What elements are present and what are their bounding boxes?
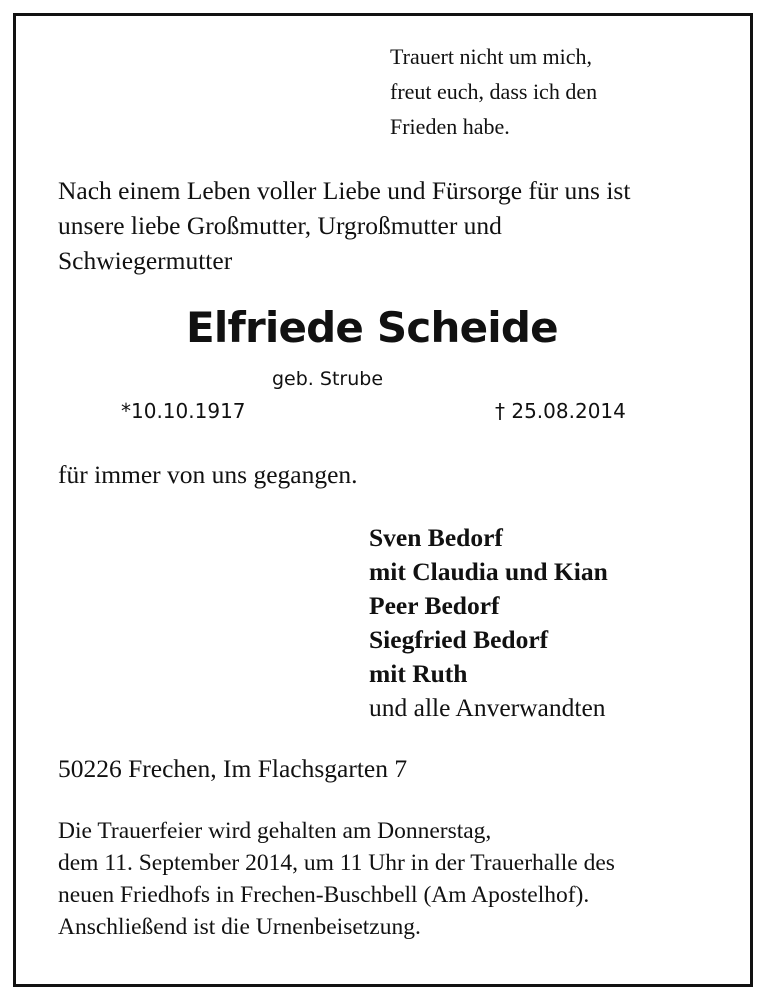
death-date: † 25.08.2014 bbox=[495, 399, 626, 423]
obituary-notice bbox=[16, 16, 750, 984]
service-line: Die Trauerfeier wird gehalten am Donnerstag, bbox=[58, 818, 492, 844]
motto-line: Trauert nicht um mich, bbox=[390, 44, 593, 69]
farewell-text: für immer von uns gegangen. bbox=[58, 460, 358, 489]
notice-border bbox=[13, 13, 753, 987]
intro-text bbox=[58, 173, 630, 278]
intro-line: unsere liebe Großmutter, Urgroßmutter und bbox=[58, 211, 502, 240]
mourners-list bbox=[369, 521, 608, 725]
funeral-service-info bbox=[58, 815, 615, 943]
relatives-line: und alle Anverwandten bbox=[369, 693, 606, 722]
service-line: dem 11. September 2014, um 11 Uhr in der Trauerhalle des bbox=[58, 850, 615, 876]
service-line: Anschließend ist die Urnenbeisetzung. bbox=[58, 914, 421, 940]
motto-line: Frieden habe. bbox=[390, 114, 510, 139]
mourner-name: Siegfried Bedorf bbox=[369, 625, 549, 654]
motto-quote bbox=[390, 39, 597, 144]
service-line: neuen Friedhofs in Frechen-Buschbell (Am Apostelhof). bbox=[58, 882, 590, 908]
birth-name: geb. Strube bbox=[272, 368, 384, 390]
mourner-name: Peer Bedorf bbox=[369, 591, 500, 620]
motto-line: freut euch, dass ich den bbox=[390, 79, 598, 104]
mourner-name: mit Ruth bbox=[369, 659, 468, 688]
family-address: 50226 Frechen, Im Flachsgarten 7 bbox=[58, 754, 408, 783]
mourner-name: Sven Bedorf bbox=[369, 523, 503, 552]
mourner-name: mit Claudia und Kian bbox=[369, 557, 608, 586]
intro-line: Schwiegermutter bbox=[58, 246, 233, 275]
deceased-name: Elfriede Scheide bbox=[186, 303, 558, 352]
intro-line: Nach einem Leben voller Liebe und Fürsorge für uns ist bbox=[58, 176, 631, 205]
birth-date: *10.10.1917 bbox=[121, 399, 246, 423]
